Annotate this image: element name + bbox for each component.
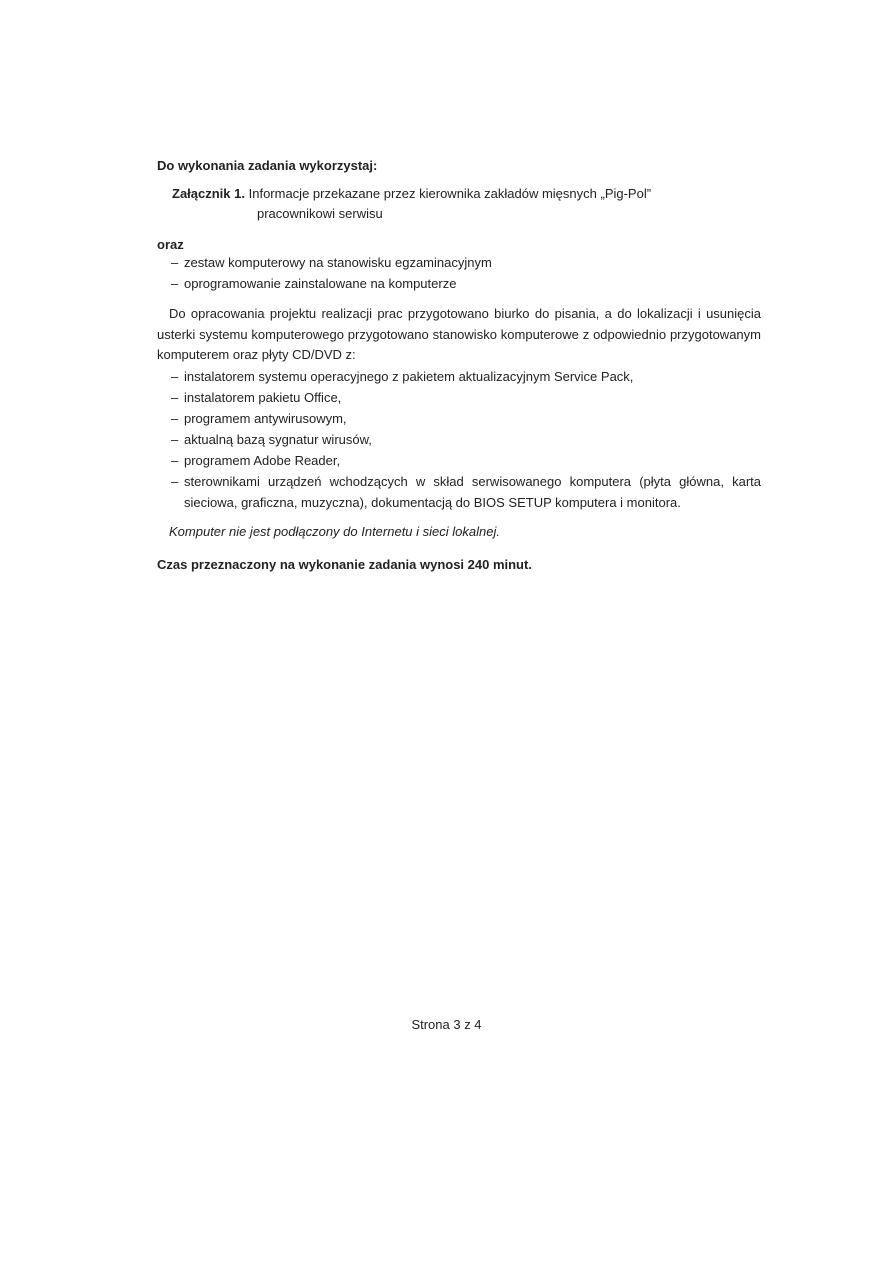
cd-list	[157, 366, 761, 513]
attachment-label: Załącznik 1.	[172, 186, 245, 201]
list-item: – aktualną bazą sygnatur wirusów,	[157, 429, 761, 450]
network-note: Komputer nie jest podłączony do Internetu i sieci lokalnej.	[169, 524, 500, 539]
resources-list	[157, 252, 761, 294]
list-item: – instalatorem systemu operacyjnego z pakietem aktualizacyjnym Service Pack,	[157, 366, 761, 387]
list-item: – programem antywirusowym,	[157, 408, 761, 429]
list-item: – oprogramowanie zainstalowane na komputerze	[157, 273, 761, 294]
attachment-entry	[172, 184, 732, 204]
attachment-text-line2: pracownikowi serwisu	[257, 206, 383, 221]
page-number: Strona 3 z 4	[411, 1017, 482, 1032]
attachment-text-line1: Informacje przekazane przez kierownika zakładów mięsnych „Pig-Pol”	[248, 186, 652, 201]
preparation-paragraph: Do opracowania projektu realizacji prac przygotowano biurko do pisania, a do lokalizacji i usunięcia usterki systemu komputerowego przygotowano stanowisko komputerowe z odpowiednio przygotowanym komputerem oraz płyty CD/DVD z:	[157, 306, 761, 362]
dash-marker: –	[171, 453, 179, 468]
dash-marker: –	[171, 369, 179, 384]
dash-marker: –	[171, 255, 179, 270]
list-item: – sterownikami urządzeń wchodzących w skład serwisowanego komputera (płyta główna, karta sieciowa, graficzna, muzyczna), dokumentacją do BIOS SETUP komputera i monitora.	[157, 471, 761, 513]
dash-marker: –	[171, 432, 179, 447]
oraz-label: oraz	[157, 237, 184, 252]
dash-marker: –	[171, 390, 179, 405]
list-item: – instalatorem pakietu Office,	[157, 387, 761, 408]
time-statement: Czas przeznaczony na wykonanie zadania wynosi 240 minut.	[157, 557, 532, 572]
dash-marker: –	[171, 276, 179, 291]
resources-heading: Do wykonania zadania wykorzystaj:	[157, 158, 378, 173]
dash-marker: –	[171, 411, 179, 426]
dash-marker: –	[171, 474, 179, 489]
list-item: – zestaw komputerowy na stanowisku egzaminacyjnym	[157, 252, 761, 273]
list-item: – programem Adobe Reader,	[157, 450, 761, 471]
